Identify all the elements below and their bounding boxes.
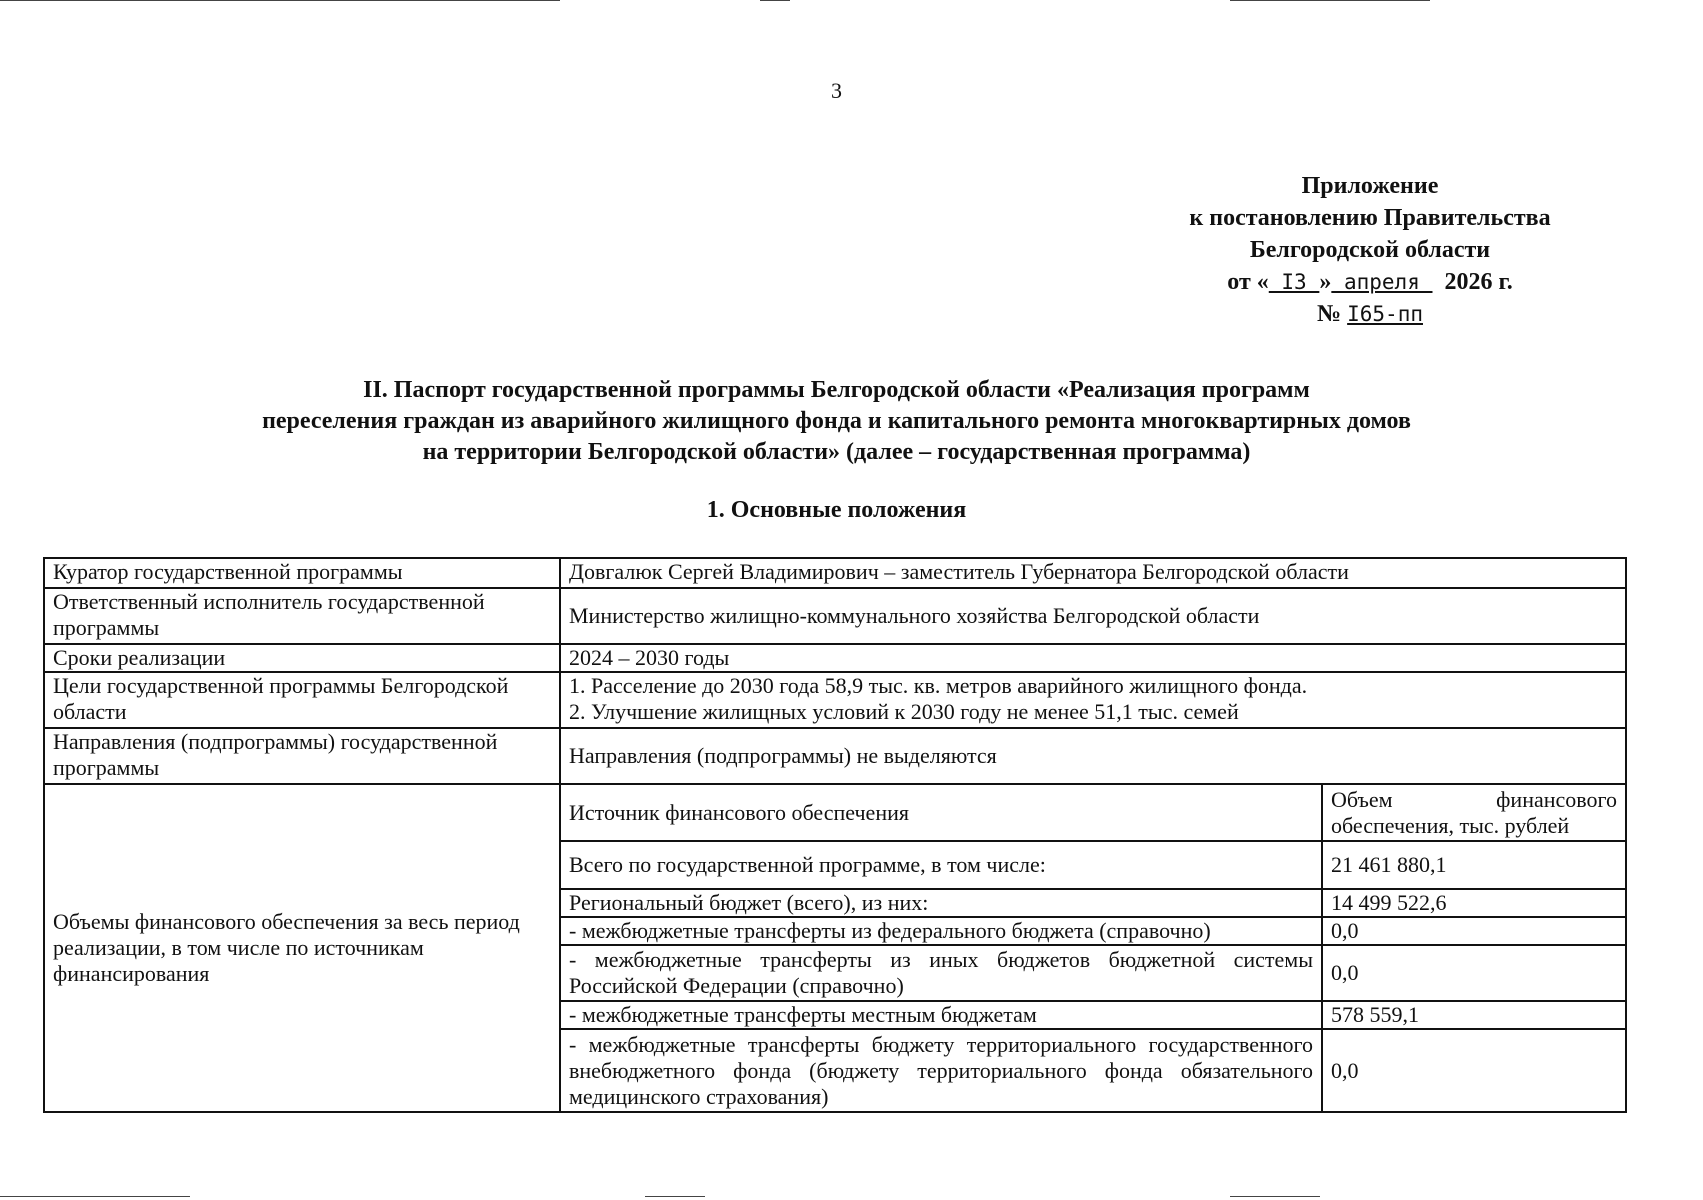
appendix-line-2: к постановлению Правительства bbox=[1189, 205, 1551, 231]
appendix-title: Приложение bbox=[1301, 173, 1439, 199]
finance-header-amount-line-2: обеспечения, тыс. рублей bbox=[1331, 812, 1570, 838]
finance-header-amount bbox=[1322, 785, 1625, 841]
goal-1: 1. Расселение до 2030 года 58,9 тыс. кв. метров аварийного жилищного фонда. bbox=[569, 673, 1308, 698]
finance-amount: 578 559,1 bbox=[1322, 1001, 1625, 1029]
date-day: I3 bbox=[1268, 270, 1320, 294]
scan-edge-line bbox=[760, 0, 790, 1]
table-row bbox=[44, 728, 1626, 784]
table-row bbox=[44, 672, 1626, 728]
title-line-3: на территории Белгородской области» (далее – государственная программа) bbox=[422, 439, 1251, 465]
scan-edge-line bbox=[645, 1196, 705, 1197]
finance-header-amount-line-1: Объем финансового bbox=[1331, 786, 1617, 812]
row-label-goals: Цели государственной программы Белгородской области bbox=[44, 672, 560, 728]
row-label-executor: Ответственный исполнитель государственной программы bbox=[44, 588, 560, 644]
title-line-2: переселения граждан из аварийного жилищного фонда и капитального ремонта многоквартирных домов bbox=[262, 408, 1411, 434]
table-row bbox=[44, 588, 1626, 644]
row-label-period: Сроки реализации bbox=[44, 644, 560, 672]
finance-source: Всего по государственной программе, в том числе: bbox=[561, 841, 1322, 889]
finance-amount: 0,0 bbox=[1322, 917, 1625, 945]
number-prefix: № bbox=[1317, 301, 1348, 327]
section-title: 1. Основные положения bbox=[706, 497, 967, 523]
table-row bbox=[44, 558, 1626, 588]
row-value-executor: Министерство жилищно-коммунального хозяйства Белгородской области bbox=[560, 588, 1626, 644]
appendix-date bbox=[1160, 266, 1580, 298]
finance-cell bbox=[560, 784, 1626, 1112]
finance-row bbox=[561, 945, 1625, 1001]
resolution-number: I65-пп bbox=[1347, 302, 1423, 326]
passport-title bbox=[0, 375, 1673, 468]
finance-source: Региональный бюджет (всего), из них: bbox=[561, 889, 1322, 917]
finance-source: - межбюджетные трансферты из федерального бюджета (справочно) bbox=[561, 917, 1322, 945]
finance-amount: 0,0 bbox=[1322, 945, 1625, 1001]
date-prefix: от « bbox=[1227, 269, 1269, 295]
title-line-1: II. Паспорт государственной программы Белгородской области «Реализация программ bbox=[363, 377, 1310, 403]
appendix-line-3: Белгородской области bbox=[1249, 237, 1491, 263]
row-value-directions: Направления (подпрограммы) не выделяются bbox=[560, 728, 1626, 784]
finance-source: - межбюджетные трансферты местным бюджетам bbox=[561, 1001, 1322, 1029]
scan-edge-line bbox=[0, 1196, 190, 1197]
finance-row bbox=[561, 889, 1625, 917]
page-number: 3 bbox=[831, 78, 842, 103]
scan-edge-line bbox=[1230, 1196, 1320, 1197]
table-row bbox=[44, 784, 1626, 1112]
row-label-curator: Куратор государственной программы bbox=[44, 558, 560, 588]
passport-table bbox=[43, 557, 1627, 1113]
scan-edge-line bbox=[0, 0, 560, 1]
finance-header-row bbox=[561, 785, 1625, 841]
row-label-directions: Направления (подпрограммы) государственной программы bbox=[44, 728, 560, 784]
appendix-number bbox=[1160, 298, 1580, 330]
finance-row bbox=[561, 1001, 1625, 1029]
date-separator: » bbox=[1319, 269, 1332, 295]
row-value-period: 2024 – 2030 годы bbox=[560, 644, 1626, 672]
finance-row bbox=[561, 1029, 1625, 1111]
row-label-finance: Объемы финансового обеспечения за весь период реализации, в том числе по источникам финансирования bbox=[44, 784, 560, 1112]
date-month: апреля bbox=[1331, 270, 1433, 294]
finance-table bbox=[561, 785, 1625, 1111]
table-row bbox=[44, 644, 1626, 672]
finance-amount: 0,0 bbox=[1322, 1029, 1625, 1111]
finance-source: - межбюджетные трансферты бюджету территориального государственного внебюджетного фонда (бюджету территориального фонда обязательного медицинского страхования) bbox=[569, 1031, 1313, 1109]
row-value-goals bbox=[560, 672, 1626, 728]
scan-edge-line bbox=[1230, 0, 1430, 1]
finance-amount: 14 499 522,6 bbox=[1322, 889, 1625, 917]
appendix-block bbox=[1160, 170, 1580, 330]
finance-amount: 21 461 880,1 bbox=[1322, 841, 1625, 889]
row-value-curator: Довгалюк Сергей Владимирович – заместитель Губернатора Белгородской области bbox=[560, 558, 1626, 588]
finance-source: - межбюджетные трансферты из иных бюджетов бюджетной системы Российской Федерации (справочно) bbox=[561, 945, 1322, 1001]
finance-header-source: Источник финансового обеспечения bbox=[561, 785, 1322, 841]
finance-row bbox=[561, 917, 1625, 945]
goal-2: 2. Улучшение жилищных условий к 2030 году не менее 51,1 тыс. семей bbox=[569, 699, 1239, 724]
date-year: 2026 г. bbox=[1444, 269, 1513, 295]
finance-row bbox=[561, 841, 1625, 889]
